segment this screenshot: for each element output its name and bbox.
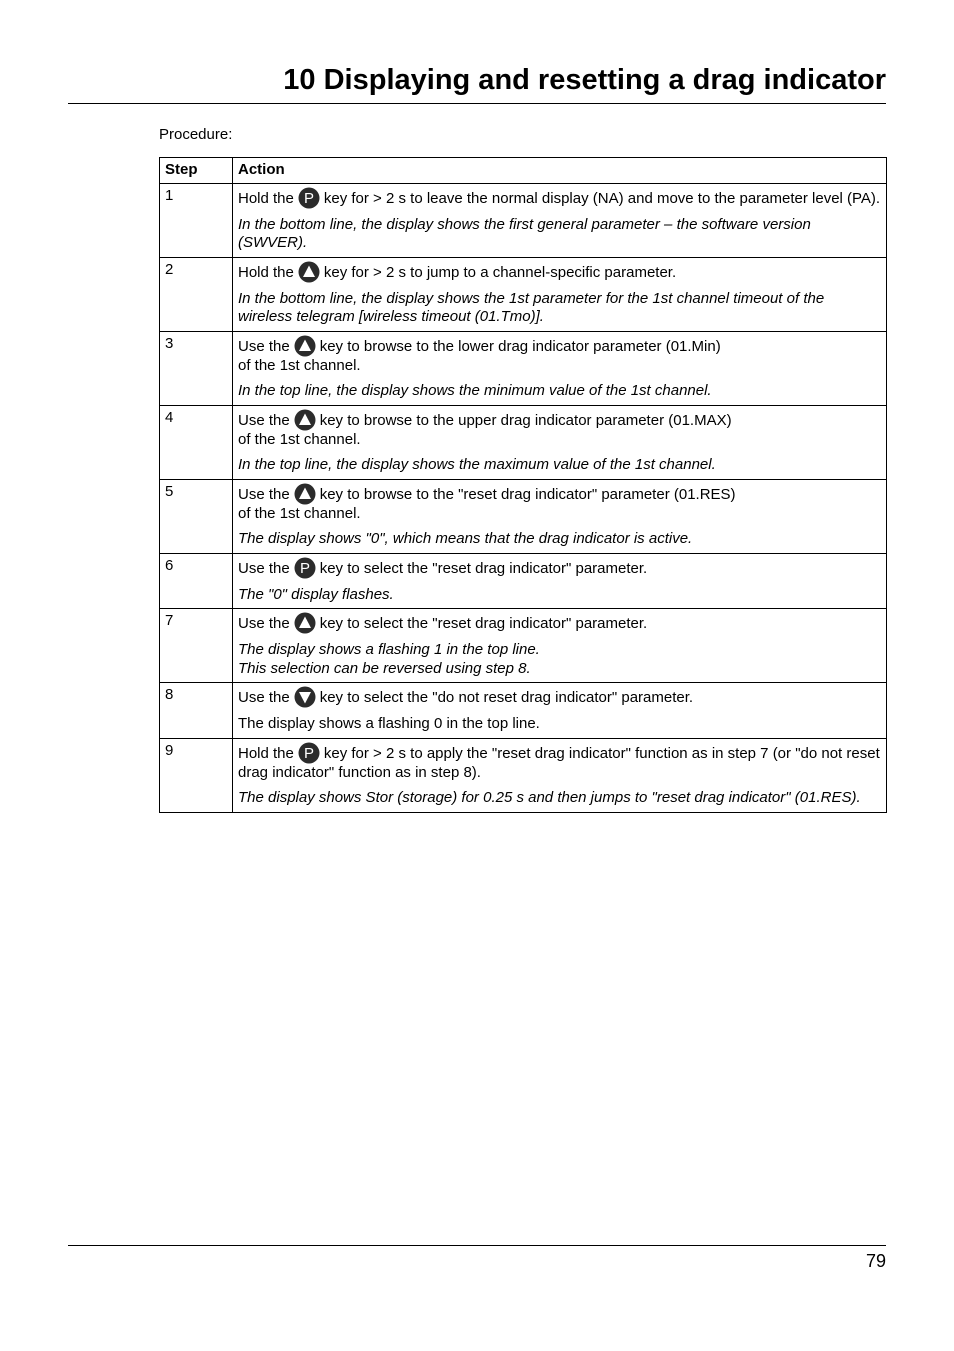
instruction-text: key to browse to the upper drag indicator parameter (01.MAX) — [319, 411, 732, 429]
instruction-continuation: of the 1st channel. — [238, 356, 361, 374]
step-number: 9 — [160, 738, 233, 812]
instruction-lead: Use the — [238, 689, 290, 706]
step-number: 2 — [160, 257, 233, 331]
result-text: The display shows "0", which means that the drag indicator is active. — [238, 530, 693, 547]
procedure-table — [159, 157, 887, 813]
svg-text:P: P — [303, 189, 314, 207]
svg-text:P: P — [299, 559, 310, 577]
action-cell — [233, 683, 887, 739]
action-cell — [233, 331, 887, 405]
action-instruction — [238, 686, 881, 708]
action-cell — [233, 405, 887, 479]
page-title: 10 Displaying and resetting a drag indicator — [283, 64, 886, 96]
table-row — [160, 479, 887, 553]
action-result — [238, 586, 881, 605]
instruction-text: key for > 2 s to apply the "reset drag indicator" function as in step 7 (or "do not reset drag indicator" function as in step 8). — [238, 744, 880, 781]
table-row — [160, 738, 887, 812]
procedure-table-body — [160, 183, 887, 812]
action-result — [238, 216, 881, 253]
up-arrow-key-icon — [298, 261, 320, 283]
step-number: 4 — [160, 405, 233, 479]
action-result — [238, 382, 881, 401]
step-column-header: Step — [160, 158, 233, 184]
result-text: The display shows Stor (storage) for 0.25 s and then jumps to "reset drag indicator" (01.RES). — [238, 789, 861, 806]
up-arrow-key-icon — [294, 612, 316, 634]
action-instruction — [238, 557, 881, 579]
action-result — [238, 530, 881, 549]
result-text: In the top line, the display shows the maximum value of the 1st channel. — [238, 456, 716, 473]
action-result — [238, 715, 881, 734]
step-number: 7 — [160, 609, 233, 683]
table-row — [160, 609, 887, 683]
instruction-lead: Use the — [238, 411, 290, 429]
instruction-lead: Use the — [238, 559, 290, 577]
down-arrow-key-icon — [294, 686, 316, 708]
svg-text:P: P — [303, 744, 314, 762]
action-instruction — [238, 187, 881, 209]
up-arrow-key-icon — [294, 409, 316, 431]
page-number: 79 — [865, 1251, 886, 1271]
instruction-lead: Use the — [238, 485, 290, 503]
action-instruction — [238, 612, 881, 634]
step-number: 3 — [160, 331, 233, 405]
footer-rule — [68, 1245, 886, 1246]
p-key-icon — [298, 742, 320, 764]
action-instruction — [238, 335, 881, 376]
instruction-text: key to select the "reset drag indicator" parameter. — [319, 615, 648, 632]
result-text-note: This selection can be reversed using step 8. — [238, 659, 531, 677]
instruction-text: key to browse to the "reset drag indicator" parameter (01.RES) — [319, 485, 736, 503]
table-row — [160, 257, 887, 331]
result-text: The display shows a flashing 1 in the top line. — [238, 641, 540, 658]
procedure-label: Procedure: — [159, 126, 233, 143]
table-row — [160, 683, 887, 739]
instruction-lead: Hold the — [238, 189, 294, 207]
table-header-row — [160, 158, 887, 184]
up-arrow-key-icon — [294, 335, 316, 357]
action-cell — [233, 609, 887, 683]
action-cell — [233, 257, 887, 331]
step-number: 8 — [160, 683, 233, 739]
instruction-text: key to select the "do not reset drag indicator" parameter. — [319, 689, 694, 706]
instruction-lead: Use the — [238, 615, 290, 632]
action-instruction — [238, 483, 881, 524]
step-number: 6 — [160, 553, 233, 609]
header-rule — [68, 103, 886, 104]
table-row — [160, 553, 887, 609]
instruction-lead: Use the — [238, 337, 290, 355]
action-result — [238, 456, 881, 475]
instruction-continuation: of the 1st channel. — [238, 504, 361, 522]
result-text: The "0" display flashes. — [238, 585, 394, 603]
p-key-icon — [298, 187, 320, 209]
action-instruction — [238, 409, 881, 450]
action-result — [238, 641, 881, 678]
result-text: In the bottom line, the display shows the first general parameter – the software version (SWVER). — [238, 215, 811, 251]
result-text: In the bottom line, the display shows the 1st parameter for the 1st channel timeout of the wireless telegram [wireless timeout (01.Tmo)]. — [238, 289, 825, 325]
action-instruction — [238, 261, 881, 283]
instruction-text: key for > 2 s to jump to a channel-specific parameter. — [323, 263, 677, 281]
table-row — [160, 183, 887, 257]
instruction-lead: Hold the — [238, 744, 294, 762]
instruction-text: key to select the "reset drag indicator" parameter. — [319, 559, 648, 577]
result-text: In the top line, the display shows the minimum value of the 1st channel. — [238, 382, 712, 399]
up-arrow-key-icon — [294, 483, 316, 505]
action-cell — [233, 183, 887, 257]
instruction-lead: Hold the — [238, 263, 294, 281]
action-result — [238, 789, 881, 808]
action-cell — [233, 479, 887, 553]
action-cell — [233, 553, 887, 609]
instruction-continuation: of the 1st channel. — [238, 430, 361, 448]
result-text: The display shows a flashing 0 in the top line. — [238, 715, 540, 732]
action-result — [238, 290, 881, 327]
table-row — [160, 331, 887, 405]
table-row — [160, 405, 887, 479]
action-cell — [233, 738, 887, 812]
step-number: 1 — [160, 183, 233, 257]
instruction-text: key to browse to the lower drag indicator parameter (01.Min) — [319, 337, 721, 355]
step-number: 5 — [160, 479, 233, 553]
instruction-text: key for > 2 s to leave the normal display (NA) and move to the parameter level (PA). — [323, 189, 881, 207]
p-key-icon — [294, 557, 316, 579]
action-column-header: Action — [233, 158, 887, 184]
action-instruction — [238, 742, 881, 783]
